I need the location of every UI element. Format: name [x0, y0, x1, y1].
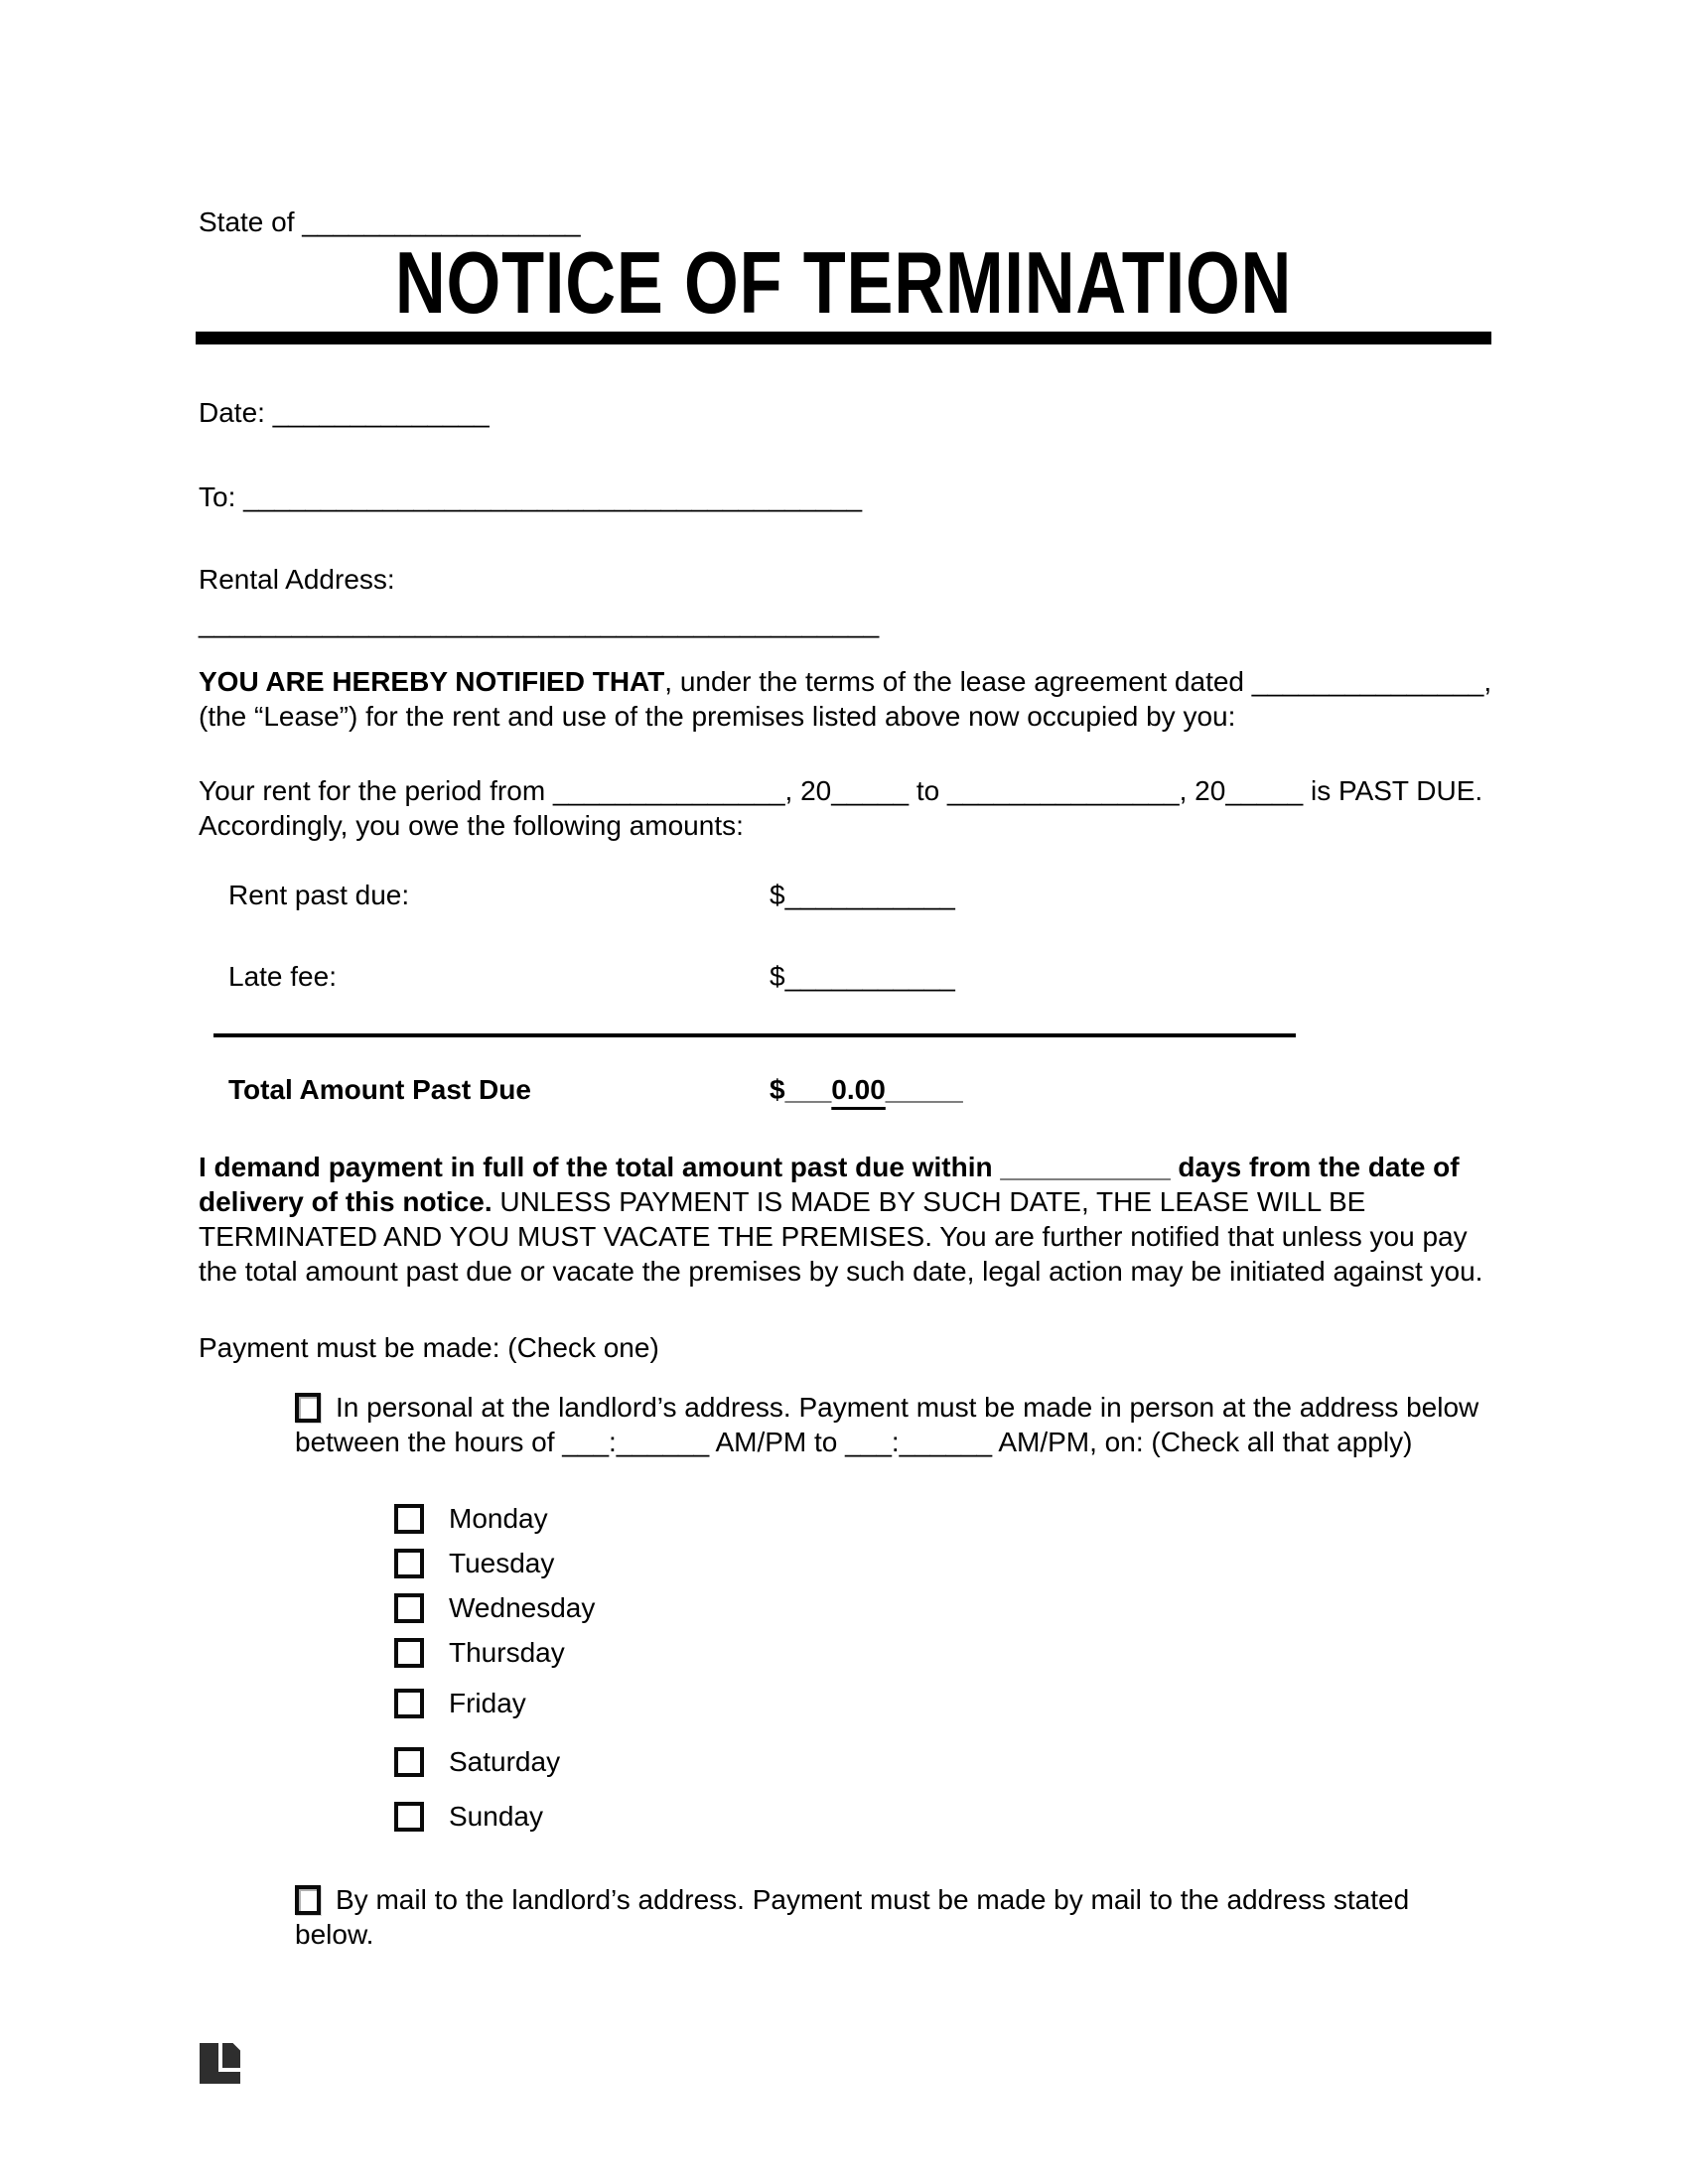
demand-paragraph: [199, 1150, 1499, 1289]
day-row-sunday: [394, 1799, 543, 1834]
demand-days-blank: ___________: [1000, 1152, 1171, 1182]
day-label: Wednesday: [449, 1592, 596, 1623]
by-mail-checkbox[interactable]: [295, 1885, 321, 1915]
to-line: [199, 479, 862, 514]
colon: :: [891, 1427, 900, 1457]
thursday-checkbox[interactable]: [394, 1638, 424, 1668]
rent-period-text-5: is PAST DUE.: [1303, 775, 1483, 806]
brand-logo: [200, 2043, 240, 2084]
rent-period-paragraph: [199, 773, 1499, 843]
late-fee-row: [0, 959, 1688, 994]
currency-sign: $: [770, 880, 785, 910]
day-label: Tuesday: [449, 1548, 555, 1578]
amounts-divider: [213, 1033, 1296, 1037]
state-of-blank: __________________: [302, 206, 581, 237]
hours-from-hour-blank: ___: [562, 1427, 610, 1457]
rental-address-blank: ____________________________________________: [199, 608, 880, 638]
notified-comma: ,: [1483, 666, 1492, 697]
in-person-checkbox[interactable]: [295, 1393, 321, 1423]
rent-period-text-3: to: [909, 775, 948, 806]
day-label: Sunday: [449, 1801, 543, 1832]
notified-line2: (the “Lease”) for the rent and use of the premises listed above now occupied by you:: [199, 701, 1236, 732]
date-label: Date:: [199, 397, 273, 428]
total-blank-right: _____: [885, 1074, 963, 1105]
rent-past-due-label: Rent past due:: [228, 880, 410, 910]
day-row-wednesday: [394, 1590, 595, 1625]
notified-bold: YOU ARE HEREBY NOTIFIED THAT: [199, 666, 665, 697]
by-mail-option: [295, 1882, 1491, 1952]
state-of-label: State of: [199, 206, 303, 237]
day-row-friday: [394, 1686, 526, 1720]
page-title-text: NOTICE OF TERMINATION: [395, 233, 1293, 332]
demand-rest: UNLESS PAYMENT IS MADE BY SUCH DATE, THE LEASE WILL BE TERMINATED AND YOU MUST VACATE THE PREMISES. You are further notified that unless you pay the total amount past due or vacate the premises by such date, legal action may be initiated against you.: [199, 1186, 1483, 1287]
day-label: Friday: [449, 1688, 526, 1718]
day-row-thursday: [394, 1635, 565, 1670]
period-end-year-blank: _____: [1225, 775, 1304, 806]
day-row-saturday: [394, 1744, 560, 1779]
total-amount-row: [0, 1072, 1688, 1107]
notified-paragraph: [199, 664, 1499, 734]
total-amount-label: Total Amount Past Due: [228, 1074, 531, 1105]
rent-period-text-1: Your rent for the period from: [199, 775, 553, 806]
day-label: Thursday: [449, 1637, 565, 1668]
notified-text: , under the terms of the lease agreement dated: [664, 666, 1252, 697]
payment-method-label: Payment must be made: (Check one): [199, 1332, 659, 1363]
date-line: [199, 395, 490, 430]
sunday-checkbox[interactable]: [394, 1802, 424, 1832]
rental-address-label: Rental Address:: [199, 564, 395, 595]
rent-period-line2: Accordingly, you owe the following amounts:: [199, 810, 744, 841]
by-mail-text: By mail to the landlord’s address. Payment must be made by mail to the address stated below.: [295, 1884, 1410, 1950]
hours-to-minute-blank: ______: [899, 1427, 993, 1457]
day-label: Monday: [449, 1503, 548, 1534]
to-blank: ________________________________________: [243, 481, 863, 512]
rent-past-due-row: [0, 878, 1688, 912]
to-label: To:: [199, 481, 244, 512]
rent-past-due-blank: ___________: [784, 880, 955, 910]
rent-period-line1: [199, 773, 1499, 808]
rent-period-text-4: , 20: [1179, 775, 1226, 806]
total-amount-value: [770, 1072, 963, 1107]
in-person-option: [295, 1390, 1491, 1459]
day-row-tuesday: [394, 1546, 554, 1580]
rent-past-due-amount: [770, 878, 955, 912]
colon: :: [609, 1427, 617, 1457]
currency-sign: $: [770, 1074, 785, 1105]
hours-from-minute-blank: ______: [616, 1427, 710, 1457]
total-amount-figure: 0.00: [831, 1074, 886, 1105]
in-person-text-1: In personal at the landlord’s address. Payment must be made in person at the address below between the hours of: [295, 1392, 1479, 1457]
tuesday-checkbox[interactable]: [394, 1549, 424, 1578]
in-person-text-3: AM/PM, on: (Check all that apply): [992, 1427, 1413, 1457]
day-row-monday: [394, 1501, 548, 1536]
saturday-checkbox[interactable]: [394, 1747, 424, 1777]
total-blank-left: ___: [784, 1074, 832, 1105]
monday-checkbox[interactable]: [394, 1504, 424, 1534]
wednesday-checkbox[interactable]: [394, 1593, 424, 1623]
title-rule: [196, 332, 1491, 344]
lease-date-blank: _______________: [1251, 666, 1484, 697]
late-fee-blank: ___________: [784, 961, 955, 992]
demand-bold-2: days from the date of delivery of this notice.: [199, 1152, 1460, 1217]
late-fee-label: Late fee:: [228, 961, 337, 992]
day-label: Saturday: [449, 1746, 561, 1777]
document-l-icon: [200, 2043, 240, 2084]
period-start-blank: _______________: [552, 775, 785, 806]
hours-to-hour-blank: ___: [845, 1427, 892, 1457]
rent-period-text-2: , 20: [784, 775, 832, 806]
period-end-blank: _______________: [947, 775, 1180, 806]
demand-bold-1: I demand payment in full of the total amount past due within: [199, 1152, 1001, 1182]
currency-sign: $: [770, 961, 785, 992]
in-person-text-2: AM/PM to: [709, 1427, 846, 1457]
friday-checkbox[interactable]: [394, 1689, 424, 1718]
page-title: [199, 234, 1489, 332]
notified-line1: [199, 664, 1499, 699]
period-start-year-blank: _____: [831, 775, 910, 806]
late-fee-amount: [770, 959, 955, 994]
date-blank: ______________: [272, 397, 490, 428]
